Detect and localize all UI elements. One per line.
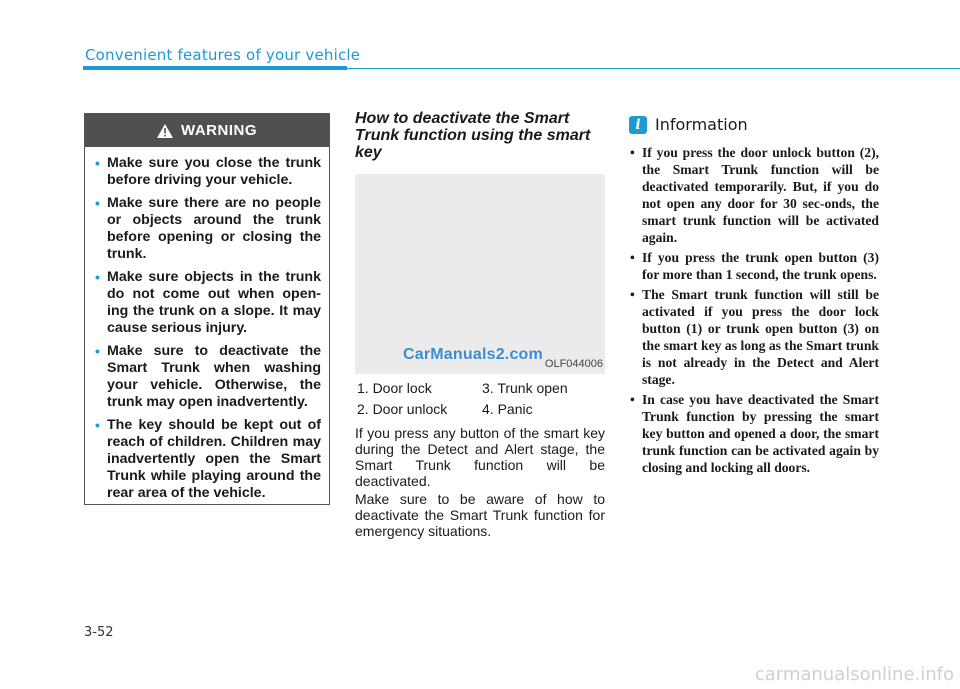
page-number: 3-52 — [84, 625, 114, 640]
warning-triangle-icon — [157, 124, 173, 138]
info-title: Information — [655, 115, 748, 134]
warning-item: • Make sure to deactivate the Smart Trunk when washing your vehicle. Otherwise, the trunk may open inadvertently. — [91, 343, 321, 411]
warning-item: • The key should be kept out of reach of children. Children may inadvertently open the Smart Trunk while playing around the rear area of the vehicle. — [91, 417, 321, 502]
warning-box — [84, 113, 330, 505]
info-item: • In case you have deactivated the Smart Trunk function by pressing the smart key button and opened a door, the smart trunk function can be activated again by closing and locking all doors. — [629, 391, 879, 476]
warning-item: • Make sure you close the trunk before driving your vehicle. — [91, 155, 321, 189]
figure-legend — [357, 378, 607, 420]
info-item: • If you press the trunk open button (3) for more than 1 second, the trunk opens. — [629, 249, 879, 283]
smart-key-figure — [355, 174, 605, 374]
header-rule-thin — [347, 68, 960, 69]
warning-header — [85, 114, 329, 147]
info-icon: i — [629, 116, 647, 134]
warning-title: WARNING — [181, 122, 257, 139]
body-paragraph: Make sure to be aware of how to deactivate the Smart Trunk function for emergency situations. — [355, 491, 605, 539]
subsection-heading: How to deactivate the Smart Trunk function using the smart key — [355, 110, 591, 161]
header-rule-thick — [83, 66, 347, 70]
legend-item: 1. Door lock — [357, 380, 432, 396]
body-paragraph: If you press any button of the smart key during the Detect and Alert stage, the Smart Trunk function will be deactivated. — [355, 425, 605, 489]
info-heading — [629, 115, 748, 134]
figure-code: OLF044006 — [544, 358, 603, 370]
info-list — [629, 144, 879, 479]
info-item: • If you press the door unlock button (2), the Smart Trunk function will be deactivated temporarily. But, if you do not open any door for 30 sec-onds, the smart trunk function will be activated again. — [629, 144, 879, 246]
warning-item: • Make sure objects in the trunk do not come out when open-ing the trunk on a slope. It may cause serious injury. — [91, 269, 321, 337]
warning-list — [85, 147, 329, 502]
section-title: Convenient features of your vehicle — [85, 46, 361, 64]
warning-item: • Make sure there are no people or objects around the trunk before opening or closing the trunk. — [91, 195, 321, 263]
site-watermark: carmanualsonline.info — [754, 664, 954, 685]
legend-item: 3. Trunk open — [482, 380, 568, 396]
legend-item: 2. Door unlock — [357, 401, 448, 417]
figure-watermark: CarManuals2.com — [403, 346, 543, 363]
info-item: • The Smart trunk function will still be activated if you press the door lock button (1) or trunk open button (3) on the smart key as long as the Smart trunk is not already in the Detect and Alert stage. — [629, 286, 879, 388]
legend-item: 4. Panic — [482, 401, 533, 417]
